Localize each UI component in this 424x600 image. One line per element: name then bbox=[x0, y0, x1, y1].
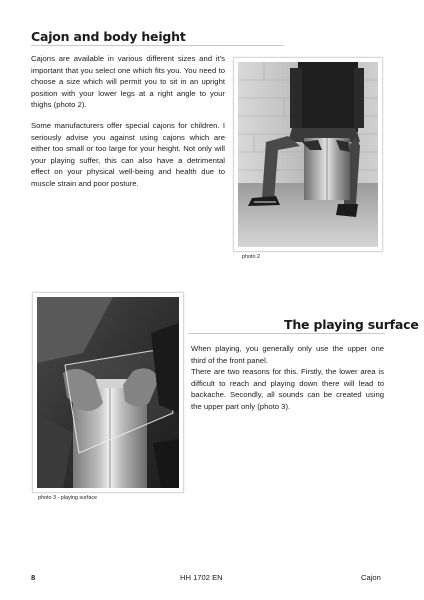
heading-rule bbox=[188, 333, 385, 334]
section-heading-body-height: Cajon and body height bbox=[31, 29, 186, 44]
paragraph: When playing, you generally only use the upper one third of the front panel. bbox=[191, 344, 384, 365]
photo-2-caption: photo 2 bbox=[242, 254, 260, 260]
photo-3 bbox=[32, 292, 184, 493]
paragraph: There are two reasons for this. Firstly, the lower area is difficult to reach and playing down there will lead to backache. Secondly, all sounds can be created using the upper part only (photo 3). bbox=[191, 367, 384, 411]
section-playing-surface-text bbox=[191, 343, 384, 422]
photo-3-caption: photo 3 - playing surface bbox=[38, 495, 98, 501]
page-number: 8 bbox=[31, 573, 36, 582]
photo-3-image bbox=[33, 293, 183, 492]
section-body-height-text bbox=[31, 53, 225, 199]
paragraph: Cajons are available in various different sizes and it's important that you select one which fits you. You need to choose a size which will permit you to sit in an upright position with your lower legs at a right angle to your thighs (photo 2). bbox=[31, 54, 225, 110]
photo-2 bbox=[233, 57, 383, 252]
footer-title: Cajon bbox=[361, 573, 381, 582]
heading-rule bbox=[31, 45, 284, 46]
photo-2-image bbox=[234, 58, 382, 251]
footer-code: HH 1702 EN bbox=[180, 573, 223, 582]
section-heading-playing-surface: The playing surface bbox=[284, 317, 419, 332]
paragraph: Some manufacturers offer special cajons for children. I seriously advise you against using cajons which are either too small or too large for your height. Not only will your playing suffer, this can also have a detrimental effect on your physical well-being and health due to muscle strain and poor posture. bbox=[31, 120, 225, 188]
